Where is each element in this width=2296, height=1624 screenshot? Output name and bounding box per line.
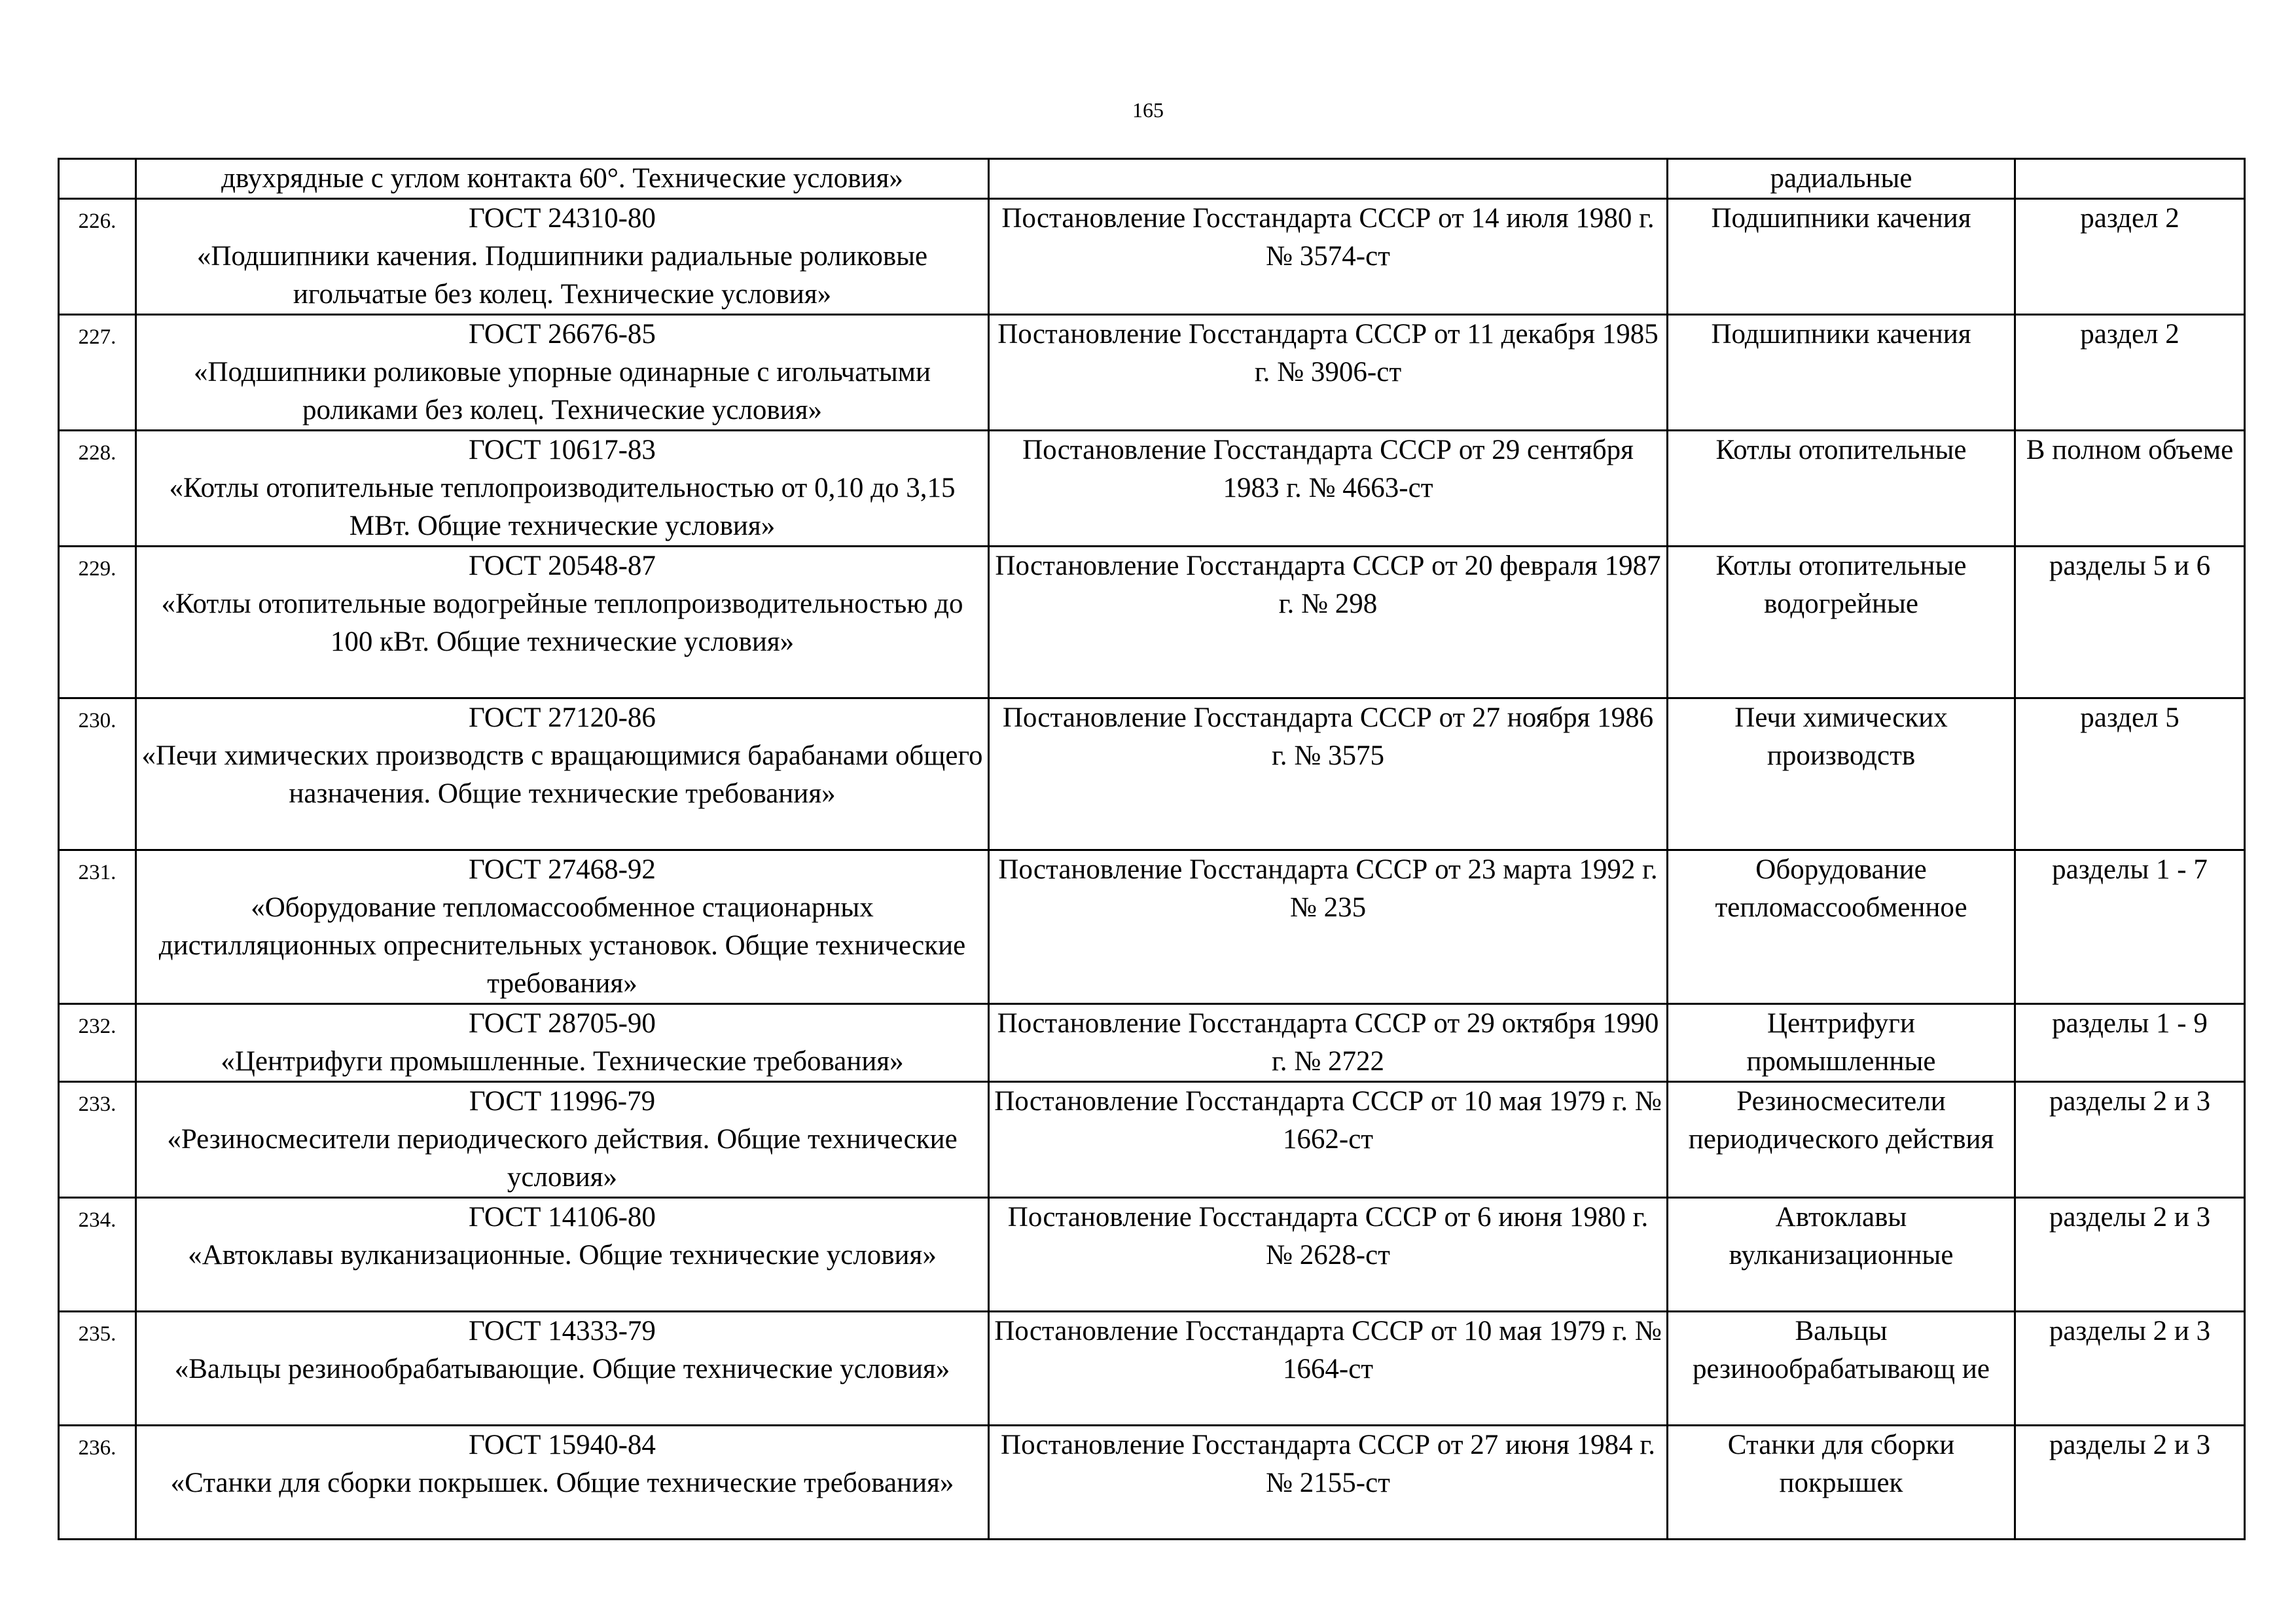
standard-code: ГОСТ 14106-80 — [469, 1202, 656, 1233]
object-cell: Центрифуги промышленные — [1668, 1004, 2015, 1082]
standard-title: «Подшипники качения. Подшипники радиальные роликовые игольчатые без колец. Технические условия» — [196, 241, 928, 310]
standard-code: ГОСТ 20548-87 — [469, 550, 656, 581]
scope-cell: разделы 2 и 3 — [2015, 1198, 2245, 1312]
scope-cell: разделы 2 и 3 — [2015, 1426, 2245, 1540]
scope-cell: разделы 1 - 7 — [2015, 850, 2245, 1004]
standard-cell — [136, 1004, 989, 1082]
approval-cell: Постановление Госстандарта СССР от 6 июня 1980 г. № 2628-ст — [989, 1198, 1668, 1312]
table-row — [59, 1004, 2245, 1082]
object-cell: Резиносмесители периодического действия — [1668, 1082, 2015, 1198]
scope-cell: В полном объеме — [2015, 431, 2245, 547]
table-row — [59, 1082, 2245, 1198]
object-cell: Котлы отопительные водогрейные — [1668, 547, 2015, 698]
standards-table — [58, 158, 2246, 1540]
object-cell: Оборудование тепломассообменное — [1668, 850, 2015, 1004]
table-row — [59, 1198, 2245, 1312]
scope-cell: разделы 1 - 9 — [2015, 1004, 2245, 1082]
table-row — [59, 431, 2245, 547]
table-row — [59, 698, 2245, 850]
standard-code: ГОСТ 10617-83 — [469, 435, 656, 465]
table-row — [59, 199, 2245, 315]
approval-cell: Постановление Госстандарта СССР от 23 марта 1992 г. № 235 — [989, 850, 1668, 1004]
approval-cell: Постановление Госстандарта СССР от 14 июля 1980 г. № 3574-ст — [989, 199, 1668, 315]
row-number-cell: 230. — [59, 698, 136, 850]
row-number-cell: 227. — [59, 315, 136, 431]
standard-title: «Печи химических производств с вращающимися барабанами общего назначения. Общие технические требования» — [141, 740, 983, 809]
standard-cell — [136, 850, 989, 1004]
approval-cell: Постановление Госстандарта СССР от 10 мая 1979 г. № 1662-ст — [989, 1082, 1668, 1198]
standard-code: ГОСТ 11996-79 — [469, 1086, 656, 1117]
row-number-cell: 229. — [59, 547, 136, 698]
approval-cell: Постановление Госстандарта СССР от 20 февраля 1987 г. № 298 — [989, 547, 1668, 698]
page-number: 165 — [1132, 98, 1164, 122]
scope-cell: раздел 5 — [2015, 698, 2245, 850]
standard-title: «Вальцы резинообрабатывающие. Общие технические условия» — [174, 1354, 950, 1384]
approval-cell: Постановление Госстандарта СССР от 29 октября 1990 г. № 2722 — [989, 1004, 1668, 1082]
object-cell: Станки для сборки покрышек — [1668, 1426, 2015, 1540]
standard-cell — [136, 1312, 989, 1426]
table-row — [59, 547, 2245, 698]
row-number-cell: 228. — [59, 431, 136, 547]
standard-title: «Подшипники роликовые упорные одинарные с игольчатыми роликами без колец. Технические условия» — [193, 357, 931, 425]
standard-title: «Оборудование тепломассообменное стационарных дистилляционных опреснительных установок. Общие технические требования» — [158, 892, 966, 999]
standard-title: «Станки для сборки покрышек. Общие технические требования» — [170, 1468, 954, 1498]
scope-cell: разделы 2 и 3 — [2015, 1312, 2245, 1426]
object-cell: Вальцы резинообрабатывающ ие — [1668, 1312, 2015, 1426]
standard-title: «Центрифуги промышленные. Технические требования» — [221, 1046, 904, 1077]
table-row-continuation — [59, 159, 2245, 199]
scope-cell: разделы 5 и 6 — [2015, 547, 2245, 698]
standard-cell — [136, 199, 989, 315]
standard-cell — [136, 698, 989, 850]
table-body — [59, 199, 2245, 1540]
standard-code: ГОСТ 27468-92 — [469, 854, 656, 885]
scope-cell: разделы 2 и 3 — [2015, 1082, 2245, 1198]
standard-title: «Котлы отопительные теплопроизводительностью от 0,10 до 3,15 МВт. Общие технические условия» — [169, 473, 956, 541]
object-cell: Автоклавы вулканизационные — [1668, 1198, 2015, 1312]
approval-cell: Постановление Госстандарта СССР от 27 июня 1984 г. № 2155-ст — [989, 1426, 1668, 1540]
standard-code: ГОСТ 15940-84 — [469, 1430, 656, 1460]
object-cell: Подшипники качения — [1668, 315, 2015, 431]
row-number-cell: 226. — [59, 199, 136, 315]
row-number-cell: 234. — [59, 1198, 136, 1312]
approval-cell: Постановление Госстандарта СССР от 29 сентября 1983 г. № 4663-ст — [989, 431, 1668, 547]
approval-cell: Постановление Госстандарта СССР от 11 декабря 1985 г. № 3906-ст — [989, 315, 1668, 431]
standard-code: ГОСТ 14333-79 — [469, 1316, 656, 1346]
standard-cell — [136, 1082, 989, 1198]
scope-cell — [2015, 159, 2245, 199]
standard-cell: двухрядные с углом контакта 60°. Технические условия» — [136, 159, 989, 199]
standard-cell — [136, 315, 989, 431]
standard-code: ГОСТ 26676-85 — [469, 319, 656, 350]
standard-title: «Котлы отопительные водогрейные теплопроизводительностью до 100 кВт. Общие технические условия» — [161, 588, 963, 657]
standard-code: ГОСТ 27120-86 — [469, 702, 656, 733]
row-number-cell: 231. — [59, 850, 136, 1004]
row-number-cell: 236. — [59, 1426, 136, 1540]
object-cell: Печи химических производств — [1668, 698, 2015, 850]
approval-cell: Постановление Госстандарта СССР от 10 мая 1979 г. № 1664-ст — [989, 1312, 1668, 1426]
standard-cell — [136, 547, 989, 698]
object-cell: радиальные — [1668, 159, 2015, 199]
object-cell: Котлы отопительные — [1668, 431, 2015, 547]
row-number-cell: 233. — [59, 1082, 136, 1198]
approval-cell: Постановление Госстандарта СССР от 27 ноября 1986 г. № 3575 — [989, 698, 1668, 850]
standard-cell — [136, 1426, 989, 1540]
table-row — [59, 315, 2245, 431]
row-number-cell: 235. — [59, 1312, 136, 1426]
scope-cell: раздел 2 — [2015, 315, 2245, 431]
approval-cell — [989, 159, 1668, 199]
standard-title: «Резиносмесители периодического действия. Общие технические условия» — [167, 1124, 958, 1193]
table-row — [59, 1312, 2245, 1426]
table-row — [59, 1426, 2245, 1540]
object-cell: Подшипники качения — [1668, 199, 2015, 315]
standard-code: ГОСТ 28705-90 — [469, 1008, 656, 1039]
row-number-cell — [59, 159, 136, 199]
row-number-cell: 232. — [59, 1004, 136, 1082]
table-row — [59, 850, 2245, 1004]
standard-cell — [136, 431, 989, 547]
standard-title: «Автоклавы вулканизационные. Общие технические условия» — [188, 1240, 937, 1271]
standard-code: ГОСТ 24310-80 — [469, 203, 656, 234]
scope-cell: раздел 2 — [2015, 199, 2245, 315]
standard-cell — [136, 1198, 989, 1312]
